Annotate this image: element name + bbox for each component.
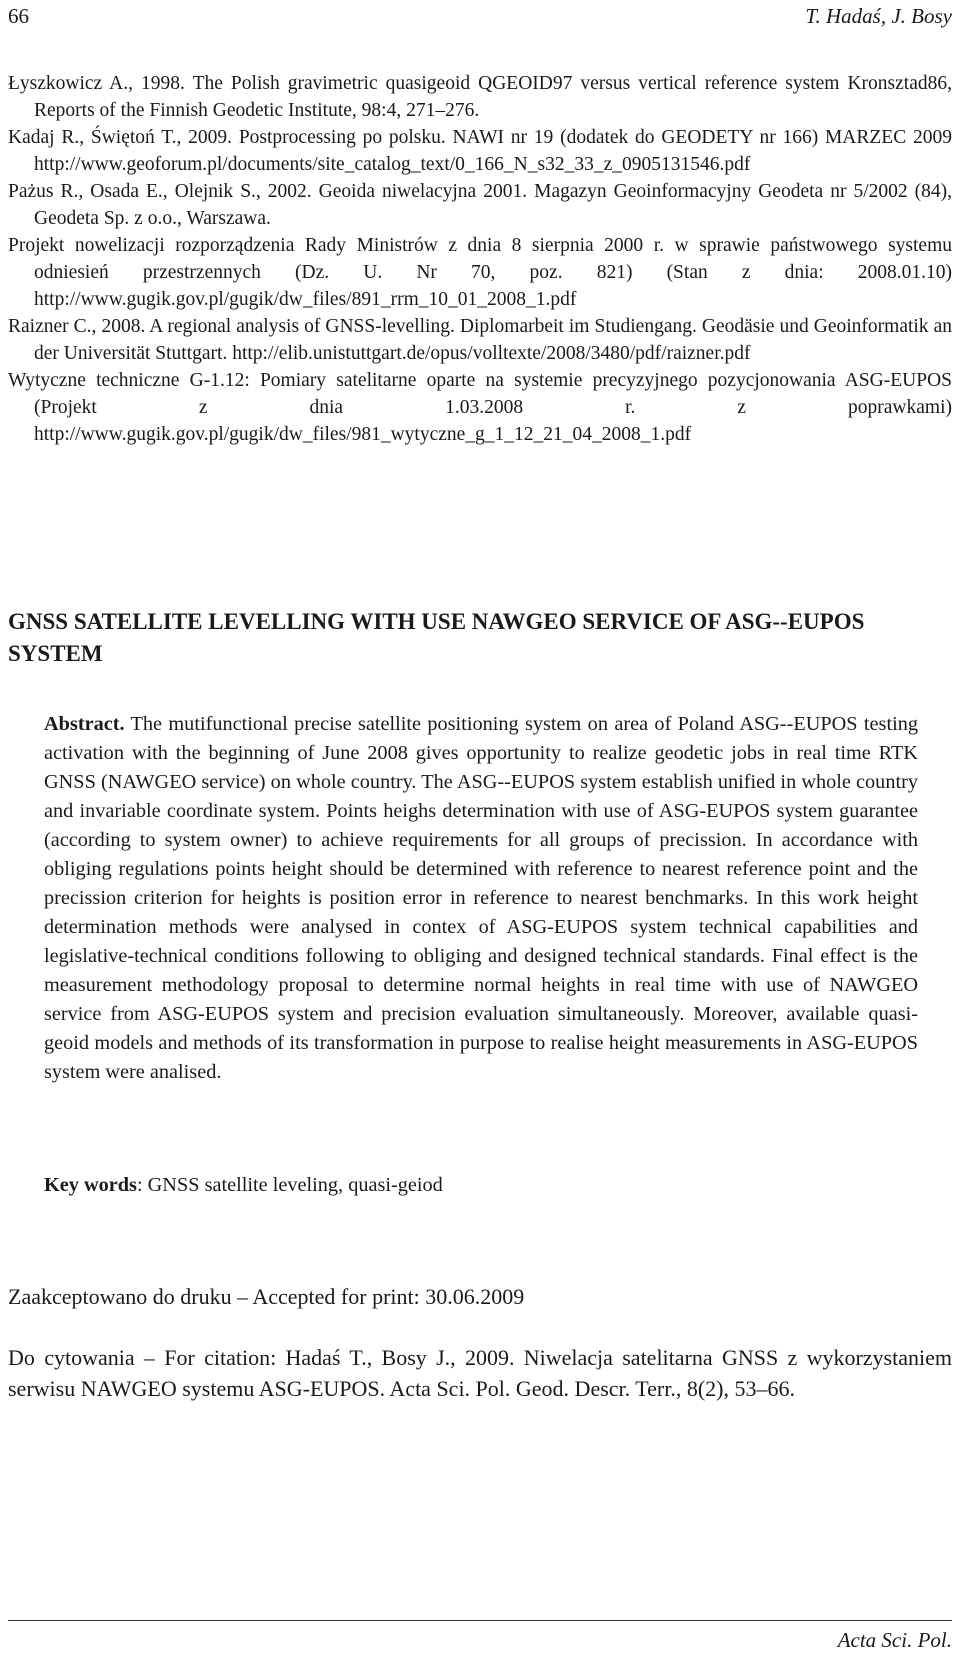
reference-entry: Projekt nowelizacji rozporządzenia Rady Ministrów z dnia 8 sierpnia 2000 r. w sprawie państwowego systemu odniesień przestrzennych (Dz. U. Nr 70, poz. 821) (Stan z dnia: 2008.01.10) http://www.gugik.gov.pl/gugik/dw_files/891_rrm_10_01_2008_1.pdf xyxy=(8,235,952,310)
abstract-text: The mutifunctional precise satellite positioning system on area of Poland ASG--EUPOS testing activation with the beginning of June 2008 gives opportunity to realize geodetic jobs in real time RTK GNSS (NAWGEO service) on whole country. The ASG--EUPOS system establish unified in whole country and invariable coordinate system. Points heighs determination with use of ASG-EUPOS system guarantee (according to system owner) to achieve requirements for all groups of precission. In accordance with obliging regulations points height should be determined with reference to nearest reference point and the precission criterion for heights is position error in reference to nearest benchmarks. In this work height determination methods were analysed in contex of ASG-EUPOS system technical capabilities and legislative-technical conditions following to obliging and designed technical standards. Final effect is the measurement methodology proposal to determine normal heights in real time with use of NAWGEO service from ASG-EUPOS system and precision evaluation simultaneously. Moreover, available quasi-geoid models and methods of its transformation in purpose to realise height measurements in ASG-EUPOS system were analised. xyxy=(44,713,918,1083)
reference-entry: Kadaj R., Świętoń T., 2009. Postprocessing po polsku. NAWI nr 19 (dodatek do GEODETY nr 166) MARZEC 2009 http://www.geoforum.pl/documents/site_catalog_text/0_166_N_s32_33_z_0905131546.pdf xyxy=(8,127,952,175)
reference-entry: Raizner C., 2008. A regional analysis of GNSS-levelling. Diplomarbeit im Studiengang. Geodäsie und Geoinformatik an der Universität Stuttgart. http://elib.unistuttgart.de/opus/volltexte/2008/3480/pdf/raizner.pdf xyxy=(8,316,952,364)
reference-entry: Łyszkowicz A., 1998. The Polish gravimetric quasigeoid QGEOID97 versus vertical reference system Kronsztad86, Reports of the Finnish Geodetic Institute, 98:4, 271–276. xyxy=(8,73,952,121)
citation: Do cytowania – For citation: Hadaś T., Bosy J., 2009. Niwelacja satelitarna GNSS z wykorzystaniem serwisu NAWGEO systemu ASG-EUPOS. Acta Sci. Pol. Geod. Descr. Terr., 8(2), 53–66. xyxy=(8,1345,952,1401)
reference-entry: Wytyczne techniczne G-1.12: Pomiary satelitarne oparte na systemie precyzyjnego pozycjonowania ASG-EUPOS (Projekt z dnia 1.03.2008 r. z poprawkami) http://www.gugik.gov.pl/gugik/dw_files/981_wytyczne_g_1_12_21_04_2008_1.pdf xyxy=(8,370,952,445)
keywords-text: : GNSS satellite leveling, quasi-geiod xyxy=(136,1174,443,1196)
reference-list xyxy=(8,70,952,448)
reference-entry: Pażus R., Osada E., Olejnik S., 2002. Geoida niwelacyjna 2001. Magazyn Geoinformacyjny Geodeta nr 5/2002 (84), Geodeta Sp. z o.o., Warszawa. xyxy=(8,181,952,229)
abstract-paragraph xyxy=(44,710,918,1087)
abstract-label: Abstract. xyxy=(44,713,125,735)
page-number: 66 xyxy=(8,4,29,28)
article-title: GNSS SATELLITE LEVELLING WITH USE NAWGEO SERVICE OF ASG--EUPOS SYSTEM xyxy=(8,609,865,666)
accepted-date: Zaakceptowano do druku – Accepted for print: 30.06.2009 xyxy=(8,1284,525,1309)
keywords-label: Key words xyxy=(44,1174,137,1196)
journal-name: Acta Sci. Pol. xyxy=(837,1628,952,1652)
keywords-line xyxy=(44,1171,918,1200)
footer-divider xyxy=(8,1620,952,1621)
running-head: T. Hadaś, J. Bosy xyxy=(805,4,952,28)
